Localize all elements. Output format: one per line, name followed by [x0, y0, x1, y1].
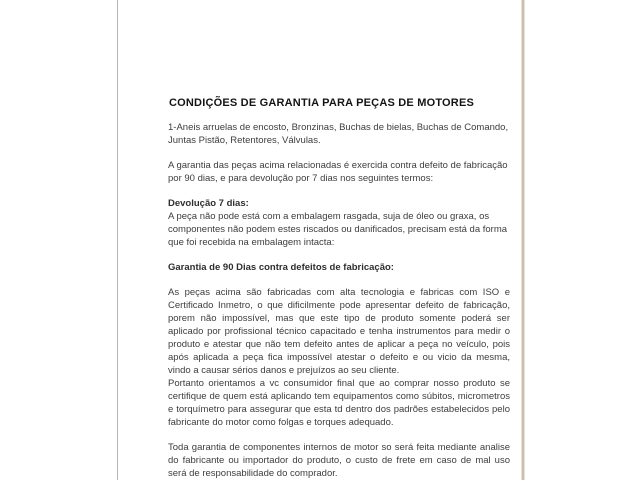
paragraph-closing: Toda garantia de componentes internos de motor so será feita mediante analise do fabricante ou importador do produto, o custo de frete em caso de mal uso será de responsabilidade do comprador. — [168, 442, 510, 479]
warranty-document — [168, 96, 510, 480]
paragraph-garantia-body-1: As peças acima são fabricadas com alta tecnologia e fabricas com ISO e Certificado Inmetro, o que dificilmente pode apresentar defeito de fabricação, porem não impossível, mas que este tipo de produto somente poderá ser aplicado por profissional técnico capacitado e tenha instrumentos para medir o produto e atestar que não tem defeito antes de aplicar a peça no veículo, pois após aplicada a peça fica impossível atestar o defeito e ou vicio da mesma, vindo a causar sérios danos e prejuízos ao seu cliente. — [168, 287, 510, 376]
page-right-border — [521, 0, 525, 480]
paragraph-garantia-body-2: Portanto orientamos a vc consumidor final que ao comprar nosso produto se certifique de quem está aplicando tem equipamentos como súbitos, micrometros e torquímetro para assegurar que esta td dentro dos padrões estabelecidos pelo fabricante do motor como folgas e torques adequado. — [168, 378, 510, 428]
page-left-border — [117, 0, 118, 480]
heading-devolucao-7-dias: Devolução 7 dias: — [168, 198, 249, 209]
paragraph-devolucao-body: A peça não pode está com a embalagem rasgada, suja de óleo ou graxa, os componentes não podem estes riscados ou danificados, precisam está da forma que foi recebida na embalagem intacta: — [168, 211, 508, 248]
paragraph-parts-list: 1-Aneis arruelas de encosto, Bronzinas, Buchas de bielas, Buchas de Comando, Juntas Pistão, Retentores, Válvulas. — [168, 122, 509, 146]
document-title: CONDIÇÕES DE GARANTIA PARA PEÇAS DE MOTORES — [169, 97, 475, 109]
paragraph-warranty-summary: A garantia das peças acima relacionadas é exercida contra defeito de fabricação por 90 dias, e para devolução por 7 dias nos seguintes termos: — [168, 160, 508, 184]
heading-garantia-90-dias: Garantia de 90 Dias contra defeitos de fabricação: — [168, 262, 394, 273]
